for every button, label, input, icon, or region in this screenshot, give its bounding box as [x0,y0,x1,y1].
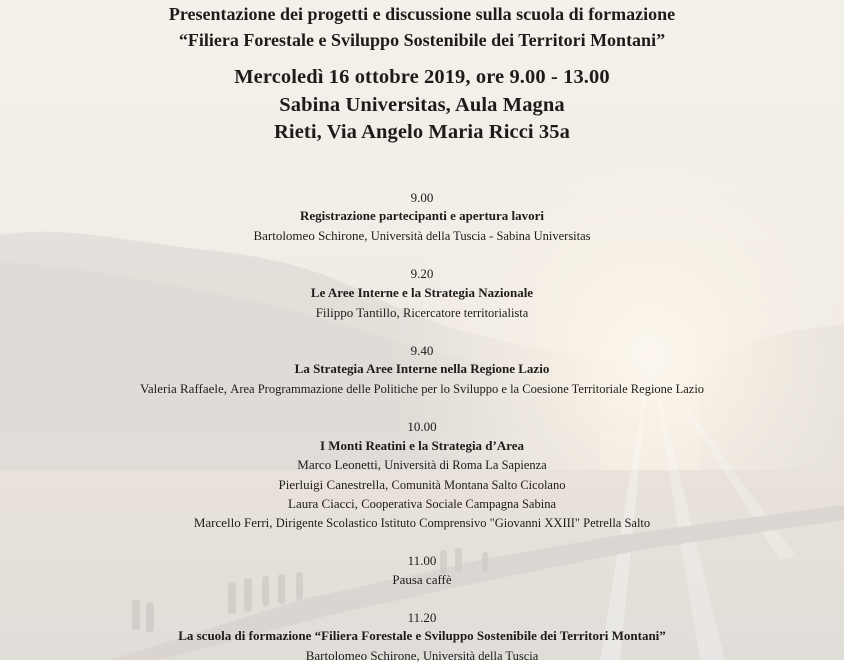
speaker-affiliation: Area Programmazione delle Politiche per lo Sviluppo e la Coesione Territoriale Regione Lazio [230,382,705,396]
speaker-affiliation: Università di Roma La Sapienza [384,458,547,472]
event-address: Rieti, Via Angelo Maria Ricci 35a [274,121,570,143]
event-venue: Sabina Universitas, Aula Magna [279,94,565,116]
speaker-name: Bartolomeo Schirone [253,228,365,243]
speaker-line: Filippo Tantillo, Ricercatore territorialista [315,305,529,320]
speaker-affiliation: Università della Tuscia - Sabina Universitas [370,229,591,243]
slot-title-break: Pausa caffè [392,572,452,587]
slot-title: I Monti Reatini e la Strategia d’Area [319,438,525,453]
subtitle-line-2: “Filiera Forestale e Sviluppo Sostenibile dei Territori Montani” [178,30,666,50]
speaker-affiliation: Cooperativa Sociale Campagna Sabina [361,497,556,511]
slot-time: 10.00 [407,419,437,434]
speaker-affiliation: Comunità Montana Salto Cicolano [391,478,566,492]
speaker-name: Filippo Tantillo [315,305,397,320]
slot-time: 9.40 [410,343,434,358]
speaker-line: Bartolomeo Schirone, Università della Tuscia [305,648,539,663]
speaker-line: Laura Ciacci, Cooperativa Sociale Campagna Sabina [288,496,556,511]
slot-time: 11.20 [407,610,437,625]
speaker-affiliation: Università della Tuscia [423,649,539,663]
speaker-affiliation: Ricercatore territorialista [403,306,529,320]
slot-time: 9.20 [410,266,434,281]
speaker-line: Marco Leonetti, Università di Roma La Sapienza [297,457,547,472]
speaker-line: Pierluigi Canestrella, Comunità Montana Salto Cicolano [278,477,566,492]
slot-title: La Strategia Aree Interne nella Regione Lazio [294,361,550,376]
speaker-name: Laura Ciacci [288,496,355,511]
slot-title: Le Aree Interne e la Strategia Nazionale [310,285,534,300]
speaker-line: Valeria Raffaele, Area Programmazione delle Politiche per lo Sviluppo e la Coesione Territoriale Regione Lazio [139,381,705,396]
slot-title: La scuola di formazione “Filiera Forestale e Sviluppo Sostenibile dei Territori Montani” [178,628,666,643]
speaker-affiliation: Dirigente Scolastico Istituto Comprensivo "Giovanni XXIII" Petrella Salto [275,516,651,530]
speaker-name: Marco Leonetti [297,457,378,472]
slot-title: Registrazione partecipanti e apertura lavori [299,208,545,223]
speaker-name: Bartolomeo Schirone [305,648,417,663]
speaker-line: Bartolomeo Schirone, Università della Tuscia - Sabina Universitas [253,228,591,243]
slot-time: 11.00 [407,553,437,568]
speaker-name: Pierluigi Canestrella [278,477,386,492]
speaker-name: Valeria Raffaele [139,381,224,396]
speaker-name: Marcello Ferri [193,515,270,530]
event-date: Mercoledì 16 ottobre 2019, ore 9.00 - 13.00 [234,66,610,88]
speaker-line: Marcello Ferri, Dirigente Scolastico Istituto Comprensivo "Giovanni XXIII" Petrella Salto [193,515,651,530]
slot-time: 9.00 [410,190,434,205]
subtitle-line-1: Presentazione dei progetti e discussione sulla scuola di formazione [168,4,676,24]
